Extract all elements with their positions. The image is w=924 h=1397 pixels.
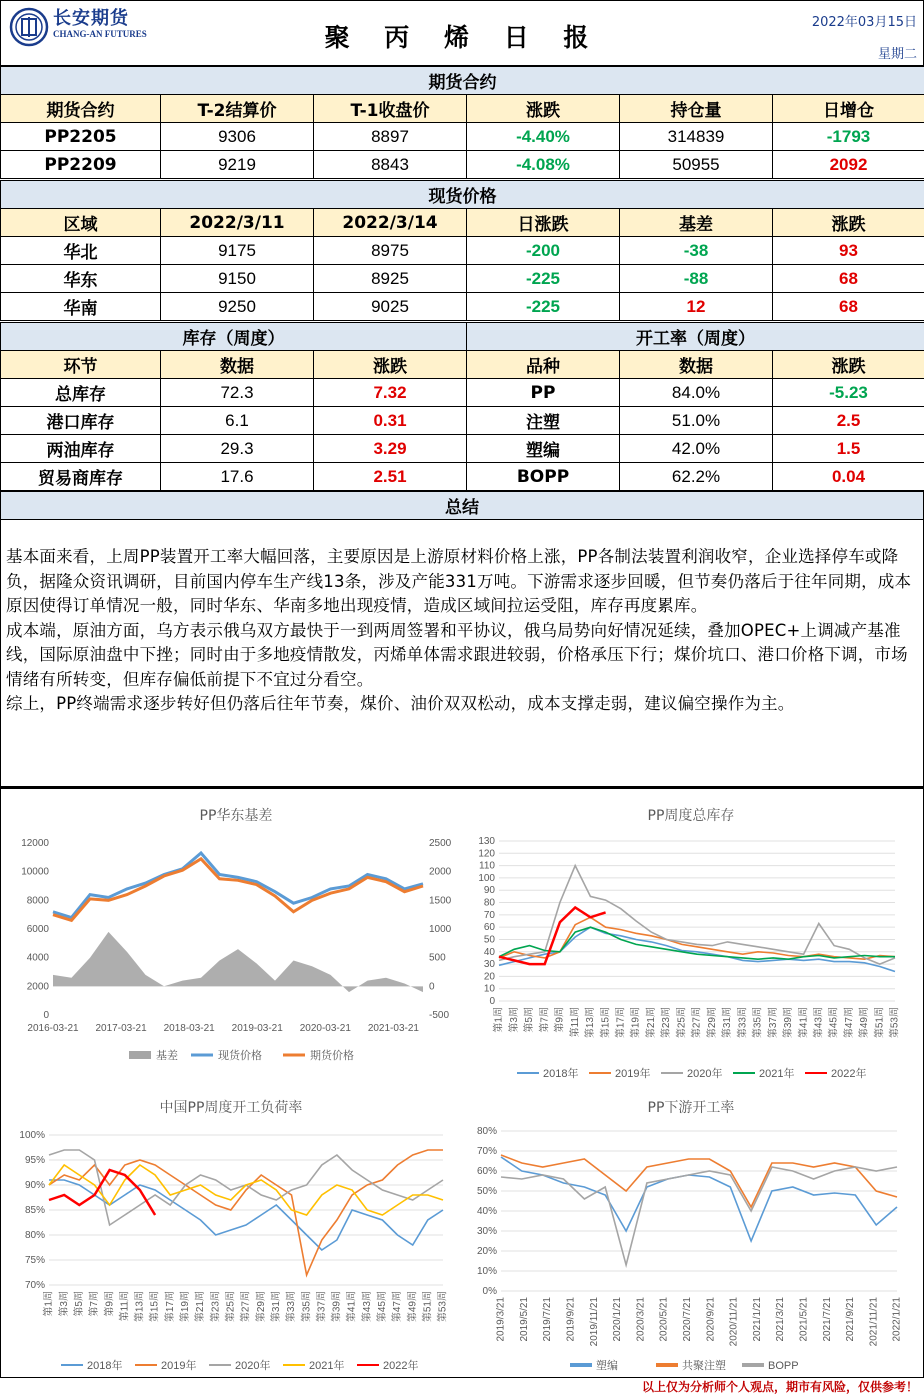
- x-tick-label: 第15周: [600, 1007, 612, 1039]
- legend-label: 期货价格: [310, 1050, 354, 1062]
- change-cell: -4.08%: [467, 151, 620, 179]
- x-tick-label: 第41周: [798, 1007, 810, 1039]
- table-cell: 8925: [314, 265, 467, 293]
- x-tick-label: 第27周: [691, 1007, 703, 1039]
- table-cell: 42.0%: [620, 435, 773, 463]
- change-cell: -5.23: [773, 379, 924, 407]
- legend-label: 塑编: [596, 1360, 618, 1372]
- x-tick-label: 第23周: [661, 1007, 673, 1039]
- y-tick-label: 110: [479, 860, 495, 872]
- report-date: 2022年03月15日: [811, 15, 917, 30]
- y-tick-label: 6000: [26, 924, 49, 935]
- table-cell: 84.0%: [620, 379, 773, 407]
- contract-name: PP2209: [1, 151, 161, 179]
- chart-title: PP周度总库存: [647, 808, 735, 824]
- change-cell: 1.5: [773, 435, 924, 463]
- x-tick-label: 第19周: [180, 1291, 192, 1323]
- operating-header-cell: 涨跌: [773, 351, 924, 379]
- table-cell: 62.2%: [620, 463, 773, 491]
- x-tick-label: 2021/5/21: [798, 1297, 810, 1342]
- legend-label: 2019年: [161, 1360, 197, 1372]
- x-tick-label: 第25周: [676, 1007, 688, 1039]
- region-name: 华东: [1, 265, 161, 293]
- chart-title: 中国PP周度开工负荷率: [159, 1100, 303, 1116]
- y-tick-label: 0: [43, 1010, 49, 1021]
- x-tick-label: 2021/9/21: [845, 1297, 857, 1342]
- y2-tick-label: 1500: [429, 895, 452, 907]
- summary-title-table: [0, 491, 924, 520]
- x-tick-label: 2019/7/21: [542, 1297, 554, 1342]
- logo-english-name: CHANG-AN FUTURES: [53, 29, 147, 39]
- x-tick-label: 第17周: [615, 1007, 627, 1039]
- operating-header-cell: 数据: [620, 351, 773, 379]
- table-row: [1, 123, 924, 151]
- table-cell: 9025: [314, 293, 467, 321]
- summary-paragraph: 基本面来看，上周PP装置开工率大幅回落，主要原因是上游原材料价格上涨，PP各制法装置利润收窄，企业选择停车或降负，据隆众资讯调研，目前国内停车生产线13条，涉及产能331万吨。下游需求逐步回暖，但节奏仍落后于往年同期，成本原因使得订单情况一般，同时华东、华南多地出现疫情，造成区域间拉运受阻，库存再度累库。: [6, 547, 912, 615]
- spot-section-title: 现货价格: [1, 181, 924, 209]
- x-tick-label: 2020/11/21: [728, 1297, 740, 1347]
- table-row: [1, 463, 924, 491]
- x-tick-label: 2019/5/21: [518, 1297, 530, 1342]
- operating-section-title: 开工率（周度）: [467, 323, 924, 351]
- series-line: [53, 853, 423, 918]
- legend-label: 共聚注塑: [682, 1360, 726, 1372]
- x-tick-label: 第33周: [286, 1291, 298, 1323]
- table-cell: 6.1: [161, 407, 314, 435]
- y-tick-label: 50%: [476, 1186, 497, 1197]
- x-tick-label: 第9周: [554, 1007, 566, 1033]
- table-cell: 17.6: [161, 463, 314, 491]
- table-cell: 9150: [161, 265, 314, 293]
- y-tick-label: 12000: [21, 838, 49, 849]
- y2-tick-label: 2500: [429, 838, 452, 849]
- y2-tick-label: 2000: [429, 866, 452, 878]
- inventory-segment: 两油库存: [1, 435, 161, 463]
- legend-label: 基差: [156, 1050, 178, 1062]
- x-tick-label: 第3周: [58, 1291, 70, 1317]
- x-tick-label: 第35周: [301, 1291, 313, 1323]
- region-name: 华南: [1, 293, 161, 321]
- y-tick-label: 90: [483, 885, 495, 897]
- table-row: [1, 151, 924, 179]
- x-tick-label: 2020/5/21: [658, 1297, 670, 1342]
- futures-header-cell: 涨跌: [467, 95, 620, 123]
- y-tick-label: 120: [478, 848, 495, 860]
- operating-header-cell: 品种: [467, 351, 620, 379]
- x-tick-label: 第23周: [210, 1291, 222, 1323]
- basis-cell: -88: [620, 265, 773, 293]
- spot-header-cell: 2022/3/14: [314, 209, 467, 237]
- chart-title: PP华东基差: [199, 808, 273, 824]
- product-name: 塑编: [467, 435, 620, 463]
- x-tick-label: 2021/11/21: [868, 1297, 880, 1347]
- table-row: [1, 379, 924, 407]
- y-tick-label: 10000: [21, 866, 49, 878]
- change-cell: -1793: [773, 123, 924, 151]
- change-cell: -200: [467, 237, 620, 265]
- x-tick-label: 2022/1/21: [891, 1297, 903, 1342]
- disclaimer: 以上仅为分析师个人观点，期市有风险，仅供参考！: [641, 1380, 918, 1394]
- x-tick-label: 第13周: [134, 1291, 146, 1323]
- x-tick-label: 2016-03-21: [27, 1023, 79, 1034]
- change-cell: 68: [773, 293, 924, 321]
- futures-header-cell: T-2结算价: [161, 95, 314, 123]
- x-tick-label: 第13周: [585, 1007, 597, 1039]
- change-cell: 0.04: [773, 463, 924, 491]
- table-cell: 9250: [161, 293, 314, 321]
- y-tick-label: 30: [483, 959, 495, 971]
- charts-panel: [0, 787, 924, 1378]
- legend-label: 2020年: [235, 1360, 271, 1372]
- x-tick-label: 2021-03-21: [367, 1023, 419, 1034]
- change-cell: 93: [773, 237, 924, 265]
- series-line: [499, 927, 895, 971]
- summary-section-title: 总结: [1, 492, 924, 520]
- y2-tick-label: -500: [429, 1010, 450, 1021]
- x-tick-label: 第37周: [767, 1007, 779, 1039]
- product-name: BOPP: [467, 463, 620, 491]
- spot-header-cell: 日涨跌: [467, 209, 620, 237]
- futures-section-title: 期货合约: [1, 67, 924, 95]
- legend-label: 2018年: [543, 1068, 579, 1080]
- legend-label: 2020年: [687, 1068, 723, 1080]
- x-tick-label: 第11周: [119, 1291, 131, 1322]
- x-tick-label: 2020/1/21: [612, 1297, 624, 1342]
- x-tick-label: 第15周: [149, 1291, 161, 1323]
- inventory-header-cell: 涨跌: [314, 351, 467, 379]
- x-tick-label: 第35周: [752, 1007, 764, 1039]
- table-cell: 9175: [161, 237, 314, 265]
- x-tick-label: 2021/7/21: [821, 1297, 833, 1342]
- y-tick-label: 90%: [24, 1180, 45, 1191]
- x-tick-label: 第45周: [828, 1007, 840, 1039]
- x-tick-label: 第5周: [73, 1291, 85, 1317]
- futures-table: [0, 66, 924, 179]
- logo-chinese-name: 长安期货: [53, 8, 129, 29]
- basis-cell: -38: [620, 237, 773, 265]
- y-tick-label: 70%: [476, 1146, 497, 1157]
- x-tick-label: 2017-03-21: [95, 1023, 147, 1034]
- basis-chart: [1, 827, 471, 1077]
- x-tick-label: 第45周: [377, 1291, 389, 1323]
- y-tick-label: 30%: [476, 1226, 497, 1237]
- report-header: [0, 0, 924, 66]
- x-tick-label: 第37周: [316, 1291, 328, 1323]
- series-line: [49, 1150, 443, 1275]
- legend-label: BOPP: [768, 1360, 799, 1372]
- change-cell: -225: [467, 293, 620, 321]
- y2-tick-label: 500: [429, 952, 446, 964]
- table-cell: 51.0%: [620, 407, 773, 435]
- x-tick-label: 第9周: [104, 1291, 116, 1317]
- futures-header-cell: 日增仓: [773, 95, 924, 123]
- x-tick-label: 第47周: [392, 1291, 404, 1323]
- table-cell: 50955: [620, 151, 773, 179]
- x-tick-label: 2018-03-21: [163, 1023, 215, 1034]
- y2-tick-label: 0: [429, 981, 435, 993]
- table-cell: 72.3: [161, 379, 314, 407]
- y-tick-label: 70: [483, 909, 495, 921]
- x-tick-label: 第47周: [843, 1007, 855, 1039]
- x-tick-label: 第43周: [361, 1291, 373, 1323]
- x-tick-label: 第1周: [493, 1007, 505, 1033]
- legend-swatch: [129, 1051, 151, 1059]
- x-tick-label: 第19周: [630, 1007, 642, 1039]
- x-tick-label: 2021/3/21: [775, 1297, 787, 1342]
- x-tick-label: 第1周: [43, 1291, 55, 1317]
- report-weekday: 星期二: [877, 47, 917, 62]
- x-tick-label: 第27周: [240, 1291, 252, 1323]
- contract-name: PP2205: [1, 123, 161, 151]
- legend-label: 2021年: [759, 1068, 795, 1080]
- inventory-segment: 贸易商库存: [1, 463, 161, 491]
- table-cell: 9306: [161, 123, 314, 151]
- x-tick-label: 2019-03-21: [231, 1023, 283, 1034]
- x-tick-label: 第21周: [195, 1291, 207, 1323]
- y-tick-label: 0: [489, 996, 495, 1007]
- region-name: 华北: [1, 237, 161, 265]
- x-tick-label: 2020/3/21: [635, 1297, 647, 1342]
- x-tick-label: 第51周: [422, 1291, 434, 1323]
- table-row: [1, 293, 924, 321]
- y-tick-label: 80%: [24, 1230, 45, 1241]
- x-tick-label: 第11周: [569, 1007, 581, 1038]
- x-tick-label: 第3周: [508, 1007, 520, 1033]
- x-tick-label: 第31周: [270, 1291, 282, 1323]
- x-tick-label: 第33周: [737, 1007, 749, 1039]
- y-tick-label: 40: [483, 946, 495, 958]
- inventory-section-title: 库存（周度）: [1, 323, 467, 351]
- x-tick-label: 第25周: [225, 1291, 237, 1323]
- basis-area: [53, 932, 423, 992]
- product-name: 注塑: [467, 407, 620, 435]
- x-tick-label: 第39周: [783, 1007, 795, 1039]
- y-tick-label: 50: [483, 934, 495, 946]
- change-cell: 7.32: [314, 379, 467, 407]
- change-cell: -225: [467, 265, 620, 293]
- x-tick-label: 2019/9/21: [565, 1297, 577, 1342]
- y-tick-label: 75%: [24, 1255, 45, 1266]
- spot-header-cell: 涨跌: [773, 209, 924, 237]
- y-tick-label: 80%: [476, 1126, 497, 1137]
- change-cell: 2.51: [314, 463, 467, 491]
- legend-label: 2022年: [831, 1068, 867, 1080]
- change-cell: 2092: [773, 151, 924, 179]
- summary-paragraph: 综上，PP终端需求逐步转好但仍落后往年节奏，煤价、油价双双松动，成本支撑走弱，建议偏空操作为主。: [6, 694, 795, 713]
- y-tick-label: 130: [478, 836, 495, 847]
- downstream-rate-chart: [461, 1119, 921, 1379]
- basis-cell: 12: [620, 293, 773, 321]
- operating-rate-chart: [1, 1119, 461, 1379]
- table-cell: 29.3: [161, 435, 314, 463]
- change-cell: 0.31: [314, 407, 467, 435]
- x-tick-label: 第29周: [255, 1291, 267, 1323]
- y-tick-label: 85%: [24, 1205, 45, 1216]
- x-tick-label: 第17周: [164, 1291, 176, 1323]
- report-title: 聚 丙 烯 日 报: [324, 23, 602, 52]
- x-tick-label: 第41周: [346, 1291, 358, 1323]
- spot-header-cell: 2022/3/11: [161, 209, 314, 237]
- inventory-segment: 港口库存: [1, 407, 161, 435]
- x-tick-label: 第49周: [859, 1007, 871, 1039]
- y-tick-label: 95%: [24, 1155, 45, 1166]
- inventory-chart: [461, 827, 921, 1087]
- table-cell: 8897: [314, 123, 467, 151]
- x-tick-label: 第51周: [874, 1007, 886, 1039]
- legend-label: 2022年: [383, 1360, 419, 1372]
- x-tick-label: 第29周: [706, 1007, 718, 1039]
- y-tick-label: 4000: [26, 952, 49, 964]
- table-cell: 8975: [314, 237, 467, 265]
- change-cell: 68: [773, 265, 924, 293]
- legend-label: 现货价格: [218, 1050, 262, 1062]
- x-tick-label: 2019/3/21: [495, 1297, 507, 1342]
- table-cell: 9219: [161, 151, 314, 179]
- inventory-segment: 总库存: [1, 379, 161, 407]
- y-tick-label: 60%: [476, 1166, 497, 1177]
- chart-title: PP下游开工率: [647, 1100, 735, 1116]
- summary-text: [0, 519, 924, 787]
- y-tick-label: 80: [483, 897, 495, 909]
- table-cell: 314839: [620, 123, 773, 151]
- spot-table: [0, 180, 924, 321]
- y-tick-label: 10: [483, 983, 495, 995]
- x-tick-label: 第43周: [813, 1007, 825, 1039]
- futures-header-cell: 持仓量: [620, 95, 773, 123]
- spot-header-cell: 区域: [1, 209, 161, 237]
- table-cell: 8843: [314, 151, 467, 179]
- y-tick-label: 100%: [19, 1130, 45, 1141]
- y-tick-label: 0%: [482, 1286, 497, 1297]
- y-tick-label: 2000: [26, 981, 49, 993]
- y-tick-label: 8000: [26, 895, 49, 907]
- y-tick-label: 40%: [476, 1206, 497, 1217]
- summary-paragraph: 成本端，原油方面，乌方表示俄乌双方最快于一到两周签署和平协议，俄乌局势向好情况延续，叠加OPEC+上调减产基准线，国际原油盘中下挫；同时由于多地疫情散发，丙烯单体需求跟进较弱，价格承压下行；煤价坑口、港口价格下调，市场情绪有所转变，但库存偏低前提下不宜过分看空。: [6, 620, 908, 689]
- y-tick-label: 20: [483, 971, 495, 983]
- spot-header-cell: 基差: [620, 209, 773, 237]
- series-line: [499, 927, 895, 959]
- x-tick-label: 2020/7/21: [681, 1297, 693, 1342]
- inventory-operating-table: [0, 322, 924, 491]
- x-tick-label: 2021/1/21: [751, 1297, 763, 1342]
- x-tick-label: 第31周: [722, 1007, 734, 1039]
- futures-header-cell: 期货合约: [1, 95, 161, 123]
- change-cell: -4.40%: [467, 123, 620, 151]
- legend-label: 2021年: [309, 1360, 345, 1372]
- y-tick-label: 70%: [24, 1280, 45, 1291]
- x-tick-label: 第21周: [645, 1007, 657, 1039]
- y-tick-label: 100: [478, 872, 495, 884]
- inventory-header-cell: 数据: [161, 351, 314, 379]
- x-tick-label: 2019/11/21: [588, 1297, 600, 1347]
- x-tick-label: 2020/9/21: [705, 1297, 717, 1342]
- x-tick-label: 第39周: [331, 1291, 343, 1323]
- legend-label: 2019年: [615, 1068, 651, 1080]
- y-tick-label: 10%: [476, 1266, 497, 1277]
- change-cell: 3.29: [314, 435, 467, 463]
- table-row: [1, 265, 924, 293]
- y-tick-label: 20%: [476, 1246, 497, 1257]
- series-line: [53, 859, 423, 921]
- x-tick-label: 第7周: [89, 1291, 101, 1317]
- x-tick-label: 第53周: [889, 1007, 901, 1039]
- x-tick-label: 第5周: [524, 1007, 536, 1033]
- table-row: [1, 237, 924, 265]
- x-tick-label: 第49周: [407, 1291, 419, 1323]
- table-row: [1, 435, 924, 463]
- table-row: [1, 407, 924, 435]
- legend-label: 2018年: [87, 1360, 123, 1372]
- y2-tick-label: 1000: [429, 924, 452, 935]
- product-name: PP: [467, 379, 620, 407]
- y-tick-label: 60: [483, 922, 495, 934]
- x-tick-label: 第7周: [539, 1007, 551, 1033]
- x-tick-label: 2020-03-21: [299, 1023, 351, 1034]
- futures-header-cell: T-1收盘价: [314, 95, 467, 123]
- change-cell: 2.5: [773, 407, 924, 435]
- x-tick-label: 第53周: [437, 1291, 449, 1323]
- inventory-header-cell: 环节: [1, 351, 161, 379]
